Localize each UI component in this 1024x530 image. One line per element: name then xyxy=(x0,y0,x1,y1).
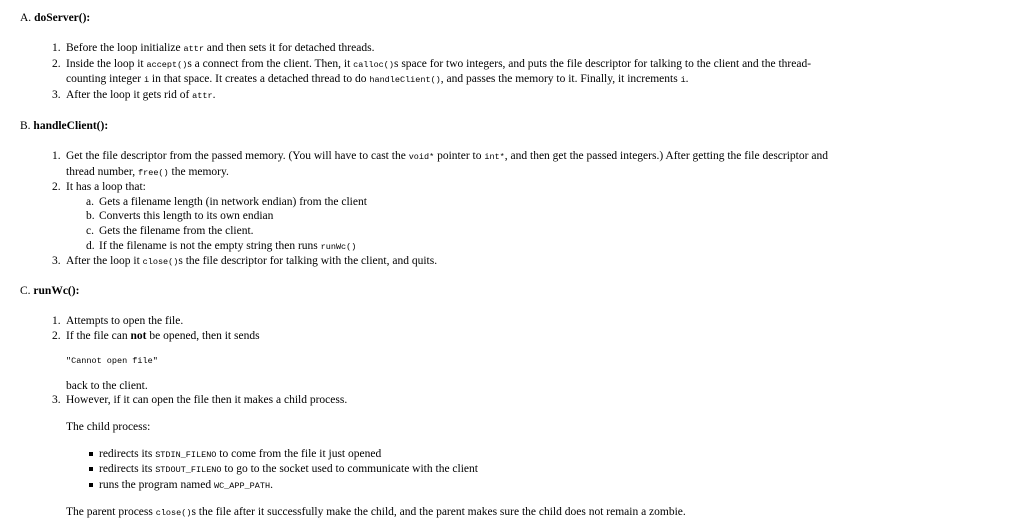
text: redirects its xyxy=(99,463,156,476)
child-bullet-3 xyxy=(66,478,1000,494)
item-number: 1. xyxy=(52,42,61,54)
section-c-letter: C. xyxy=(20,285,31,297)
text: counting integer xyxy=(66,73,144,86)
child-bullet-1 xyxy=(66,447,1000,463)
text: However, if it can open the file then it makes a child process. xyxy=(66,394,348,407)
item-number: 2. xyxy=(52,181,61,194)
text: s space for two integers, and puts the file descriptor for talking to the client and the thread- xyxy=(393,57,812,70)
text: Gets the filename from the client. xyxy=(99,224,254,237)
section-a-heading xyxy=(20,11,90,26)
code-calloc: calloc() xyxy=(353,59,394,70)
code-attr: attr xyxy=(183,44,204,54)
text: After the loop it xyxy=(66,255,143,268)
code-void-ptr: void* xyxy=(408,152,435,162)
section-b-item-1 xyxy=(0,149,1000,180)
code-runwc: runWc() xyxy=(320,241,357,252)
code-wc-app-path: WC_APP_PATH xyxy=(213,480,271,491)
text: Get the file descriptor from the passed memory. (You will have to cast the xyxy=(66,150,409,162)
section-a-title: doServer(): xyxy=(34,12,91,24)
text: pointer to xyxy=(434,150,485,162)
item-number: 3. xyxy=(52,88,61,101)
child-bullet-2 xyxy=(66,462,1000,478)
code-block-cannot-open xyxy=(66,353,1000,369)
section-c-title: runWc(): xyxy=(33,285,80,297)
emphasis-not: not xyxy=(130,329,147,342)
section-b-item-3 xyxy=(0,254,1000,270)
text: Attempts to open the file. xyxy=(66,315,184,327)
text: If the filename is not the empty string then runs xyxy=(99,239,321,252)
code-accept: accept() xyxy=(146,59,188,70)
item-number: 3. xyxy=(52,394,61,407)
subitem-letter: c. xyxy=(86,224,94,237)
text: to come from the file it just opened xyxy=(216,447,382,460)
text: Before the loop initialize xyxy=(66,42,184,54)
code-handleclient: handleClient() xyxy=(369,75,441,86)
back-to-client-text: back to the client. xyxy=(66,379,148,392)
code-stdin-fileno: STDIN_FILENO xyxy=(155,449,217,460)
section-b-subitem-b xyxy=(66,209,1000,224)
text: redirects its xyxy=(99,447,156,460)
text: . xyxy=(270,478,273,491)
section-b-item-2 xyxy=(0,180,1000,254)
text: be opened, then it sends xyxy=(146,329,260,342)
text: and then sets it for detached threads. xyxy=(203,42,375,54)
text: the memory. xyxy=(168,165,229,178)
text: thread number, xyxy=(66,165,139,178)
text: , and passes the memory to it. Finally, it increments xyxy=(440,73,681,86)
section-c-item-3 xyxy=(0,393,1000,521)
code-close: close() xyxy=(155,508,192,519)
section-a-item-3 xyxy=(0,88,1000,104)
section-b-heading xyxy=(20,119,108,134)
section-c-heading xyxy=(20,284,79,299)
item-number: 3. xyxy=(52,255,61,268)
section-b-letter: B. xyxy=(20,120,31,132)
text: If the file can xyxy=(66,329,131,342)
code-cannot-open-file: "Cannot open file" xyxy=(66,356,158,367)
text: , and then get the passed integers.) After getting the file descriptor and xyxy=(504,150,828,162)
subitem-letter: a. xyxy=(86,195,94,208)
text: The parent process xyxy=(66,506,156,519)
section-b-list xyxy=(0,149,1000,270)
child-process-bullets xyxy=(66,447,1000,494)
text: Converts this length to its own endian xyxy=(99,210,274,223)
section-b-sublist xyxy=(66,195,1000,254)
code-close: close() xyxy=(142,257,179,268)
text: . xyxy=(685,73,689,86)
section-b-subitem-d xyxy=(66,239,1000,255)
child-process-intro: The child process: xyxy=(66,420,151,433)
text: in that space. It creates a detached thread to do xyxy=(149,73,370,86)
section-a-letter: A. xyxy=(20,12,32,24)
section-b-title: handleClient(): xyxy=(33,120,109,132)
section-c-item-1 xyxy=(0,314,1000,329)
code-i: i xyxy=(680,75,686,86)
text: . xyxy=(212,88,216,101)
text: to go to the socket used to communicate with the client xyxy=(221,463,478,476)
section-a-item-1 xyxy=(0,41,1000,57)
item-number: 2. xyxy=(52,329,61,342)
text: s a connect from the client. Then, it xyxy=(187,57,354,70)
section-a-item-2 xyxy=(0,57,1000,88)
text: Gets a filename length (in network endian) from the client xyxy=(99,195,367,208)
code-free: free() xyxy=(138,167,169,178)
text: s the file descriptor for talking with the client, and quits. xyxy=(178,255,438,268)
text: s the file after it successfully make the child, and the parent makes sure the child does not remain a zombie. xyxy=(191,506,686,519)
text: It has a loop that: xyxy=(66,181,146,194)
parent-process-text xyxy=(66,505,1000,521)
subitem-letter: d. xyxy=(86,239,95,252)
section-a-list xyxy=(0,41,1000,103)
section-b-subitem-a xyxy=(66,195,1000,210)
code-stdout-fileno: STDOUT_FILENO xyxy=(155,465,222,476)
section-b-subitem-c xyxy=(66,224,1000,239)
item-number: 1. xyxy=(52,315,61,327)
code-i: i xyxy=(143,75,150,86)
code-attr: attr xyxy=(192,90,213,101)
subitem-letter: b. xyxy=(86,210,95,223)
text: After the loop it gets rid of xyxy=(66,88,193,101)
item-number: 1. xyxy=(52,150,61,162)
text: runs the program named xyxy=(99,478,214,491)
item-number: 2. xyxy=(52,57,61,70)
section-c-list xyxy=(0,314,1000,521)
code-int-ptr: int* xyxy=(484,152,505,162)
section-c-item-2 xyxy=(0,329,1000,394)
text: Inside the loop it xyxy=(66,57,147,70)
